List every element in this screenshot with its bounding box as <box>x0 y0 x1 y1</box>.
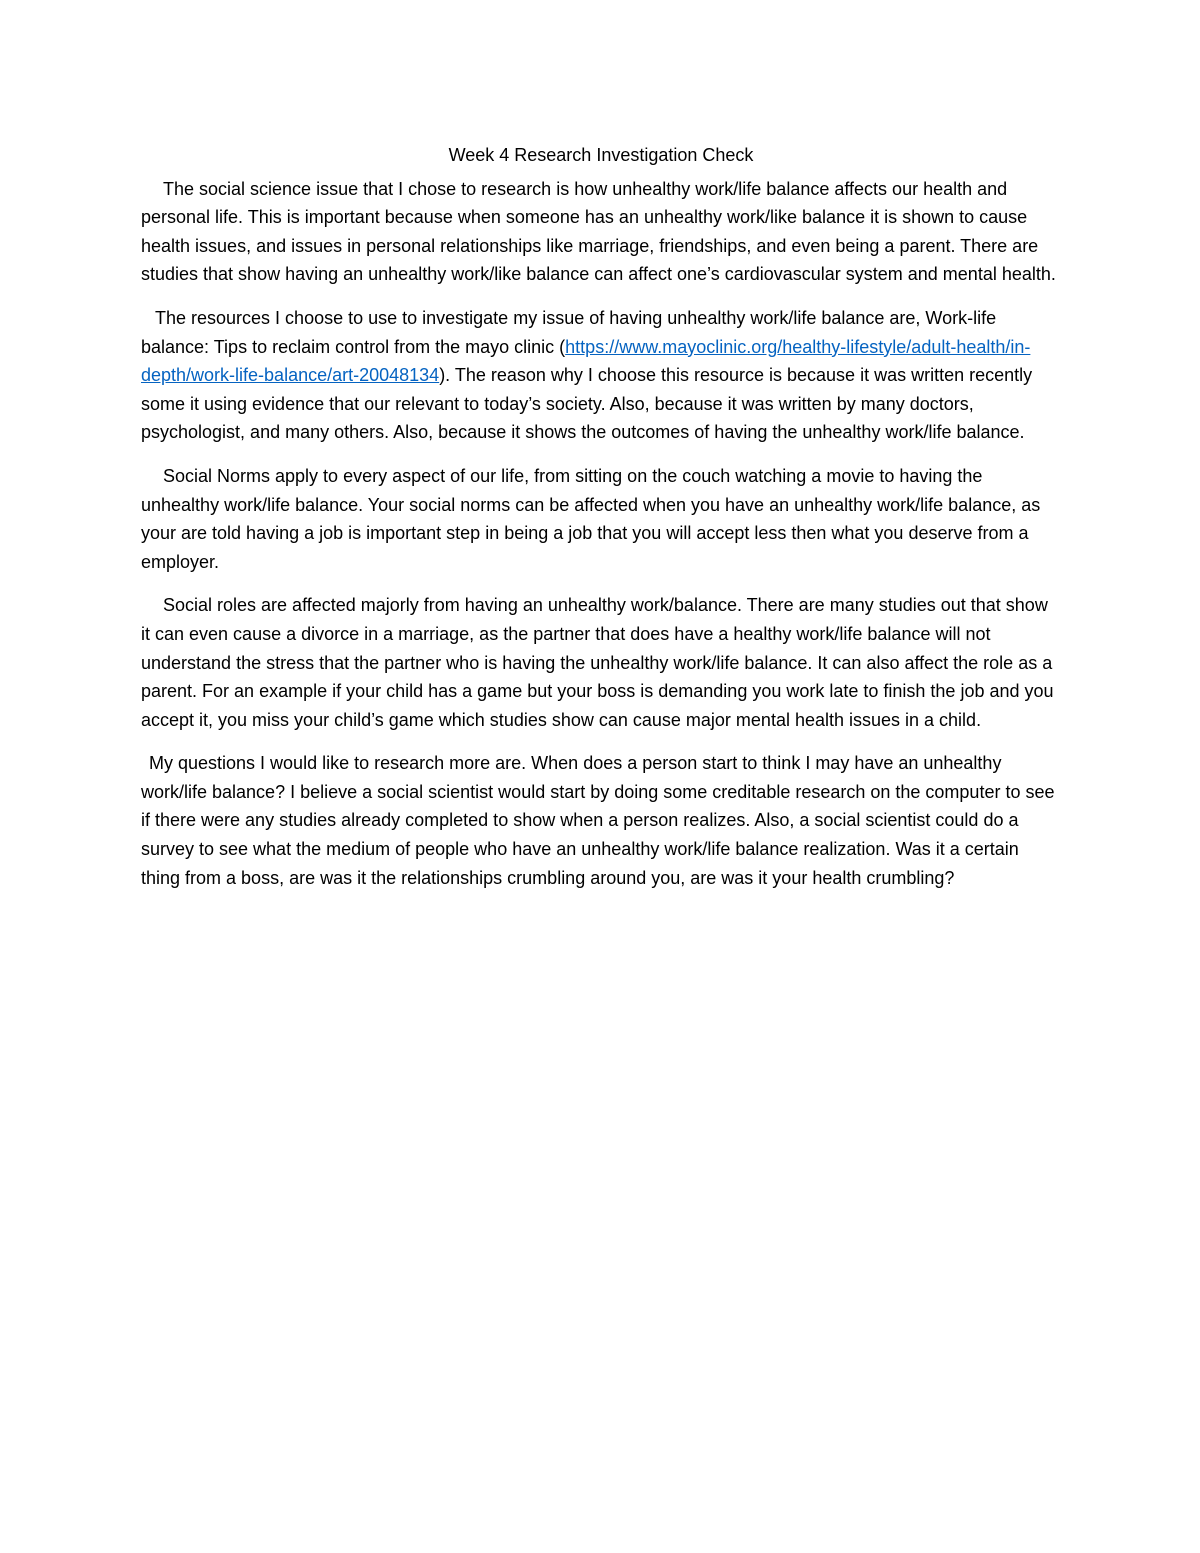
paragraph-questions: My questions I would like to research more are. When does a person start to think I may have an unhealthy work/life balance? I believe a social scientist would start by doing some creditable research on the computer to see if there were any studies already completed to show when a person realizes. Also, a social scientist could do a survey to see what the medium of people who have an unhealthy work/life balance realization. Was it a certain thing from a boss, are was it the relationships crumbling around you, are was it your health crumbling? <box>141 753 1055 888</box>
document-title: Week 4 Research Investigation Check <box>448 145 754 165</box>
paragraph-resources-text-before: The resources I choose to use to investigate my issue of having unhealthy work/life balance are, Work-life balance: Tips to reclaim control from the mayo clinic ( <box>141 307 997 357</box>
paragraph-resources <box>141 304 1061 447</box>
paragraph-social-norms: Social Norms apply to every aspect of our life, from sitting on the couch watching a movie to having the unhealthy work/life balance. Your social norms can be affected when you have an unhealthy work/life balance, as your are told having a job is important step in being a job that you will accept less then what you deserve from a employer. <box>141 465 1041 572</box>
paragraph-resources-text-after: ). The reason why I choose this resource is because it was written recently some it using evidence that our relevant to today’s society. Also, because it was written by many doctors, psychologist, and many others. Also, because it shows the outcomes of having the unhealthy work/life balance. <box>141 365 1033 443</box>
mayo-clinic-link[interactable]: https://www.mayoclinic.org/healthy-lifestyle/adult-health/in-depth/work-life-balance/art-20048134 <box>141 336 1031 386</box>
document-body <box>141 141 1061 907</box>
paragraph-social-roles: Social roles are affected majorly from having an unhealthy work/balance. There are many studies out that show it can even cause a divorce in a marriage, as the partner that does have a healthy work/life balance will not understand the stress that the partner who is having the unhealthy work/life balance. It can also affect the role as a parent. For an example if your child has a game but your boss is demanding you work late to finish the job and you accept it, you miss your child’s game which studies show can cause major mental health issues in a child. <box>141 595 1054 730</box>
paragraph-issue: The social science issue that I chose to research is how unhealthy work/life balance affects our health and personal life. This is important because when someone has an unhealthy work/like balance it is shown to cause health issues, and issues in personal relationships like marriage, friendships, and even being a parent. There are studies that show having an unhealthy work/like balance can affect one’s cardiovascular system and mental health. <box>141 178 1056 285</box>
